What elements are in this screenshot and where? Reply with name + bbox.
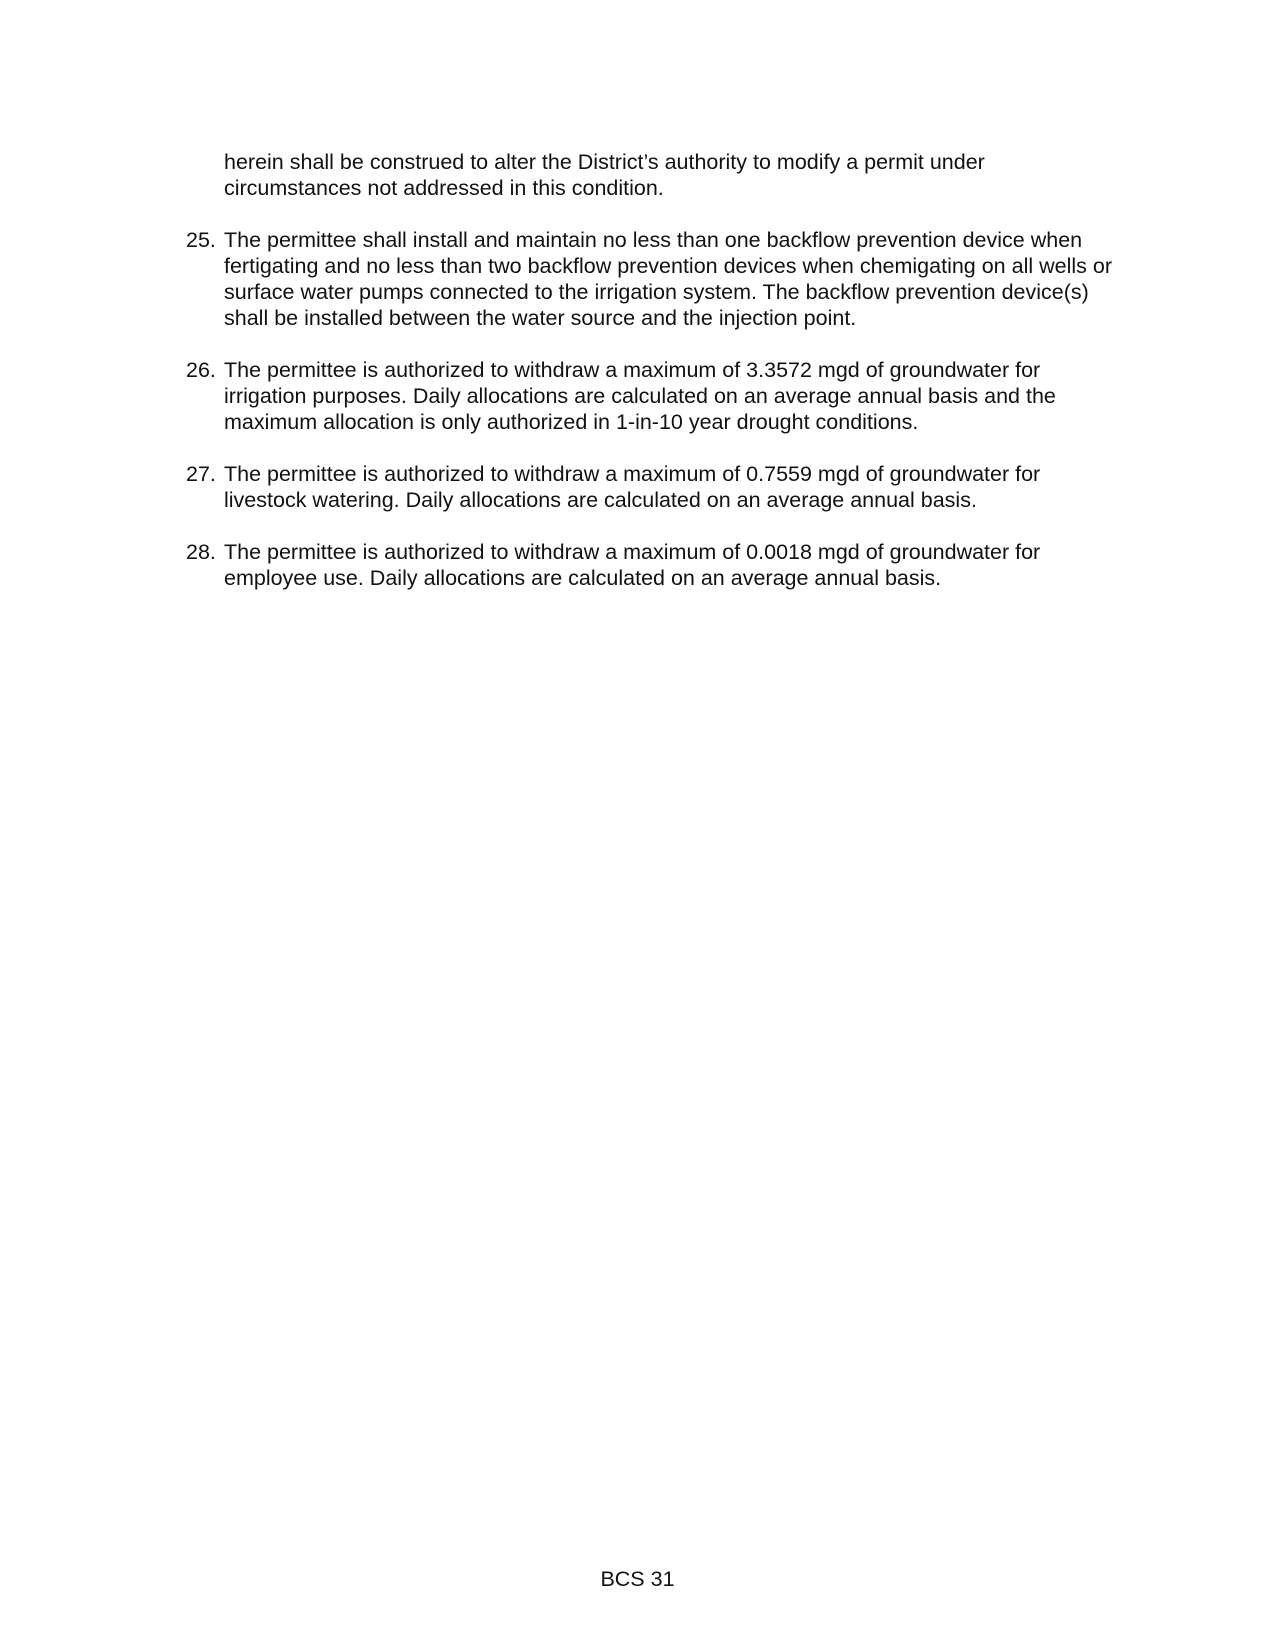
condition-item-25 xyxy=(186,227,1126,331)
condition-item-27 xyxy=(186,461,1126,513)
condition-text: The permittee is authorized to withdraw a maximum of 0.7559 mgd of groundwater for livestock watering. Daily allocations are calculated on an average annual basis. xyxy=(224,462,1041,512)
condition-item-28 xyxy=(186,539,1126,591)
page-footer: BCS 31 xyxy=(600,1567,675,1591)
continuation-paragraph: herein shall be construed to alter the District’s authority to modify a permit under circumstances not addressed in this condition. xyxy=(224,150,985,200)
condition-number: 27. xyxy=(186,462,216,486)
condition-item-26 xyxy=(186,357,1126,435)
condition-number: 28. xyxy=(186,540,216,564)
condition-text: The permittee is authorized to withdraw a maximum of 0.0018 mgd of groundwater for employee use. Daily allocations are calculated on an average annual basis. xyxy=(224,540,1041,590)
document-body xyxy=(186,149,1126,617)
condition-text: The permittee shall install and maintain no less than one backflow prevention device when fertigating and no less than two backflow prevention devices when chemigating on all wells or surface water pumps connected to the irrigation system. The backflow prevention device(s) shall be installed between the water source and the injection point. xyxy=(224,228,1112,330)
condition-number: 26. xyxy=(186,358,216,382)
condition-number: 25. xyxy=(186,228,216,252)
condition-text: The permittee is authorized to withdraw a maximum of 3.3572 mgd of groundwater for irrigation purposes. Daily allocations are calculated on an average annual basis and the maximum allocation is only authorized in 1-in-10 year drought conditions. xyxy=(224,358,1056,434)
